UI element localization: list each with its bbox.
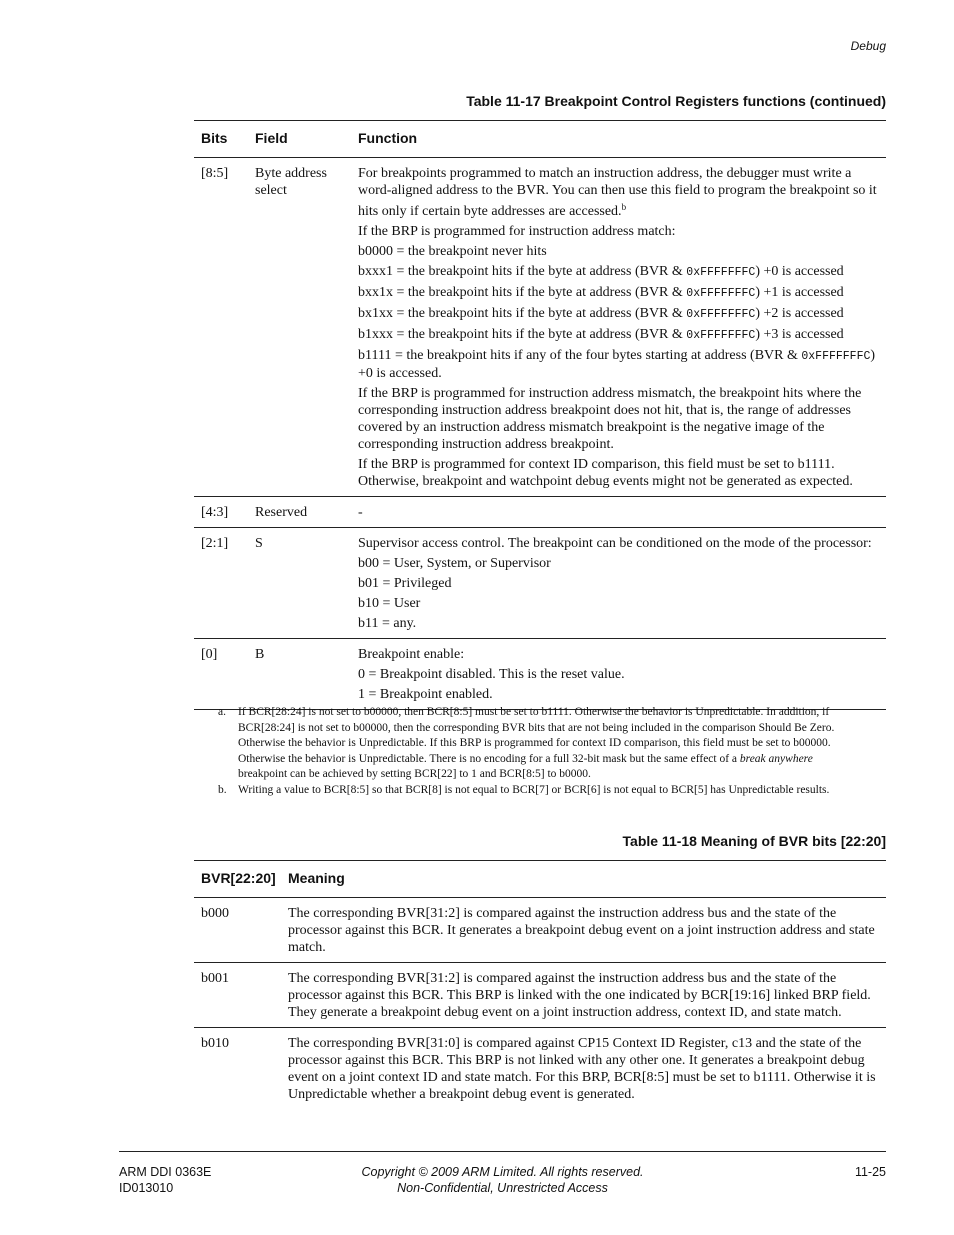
- function-line: [358, 284, 886, 302]
- table-row: [194, 1028, 886, 1110]
- function-line: Supervisor access control. The breakpoint can be conditioned on the mode of the processor:: [358, 536, 872, 551]
- function-text: ) +0 is accessed.: [358, 348, 876, 381]
- field-cell: Reserved: [255, 497, 358, 528]
- footnote-text: Writing a value to BCR[8:5] so that BCR[8] is not equal to BCR[7] or BCR[6] is not equal to BCR[5] has Unpredictable results.: [238, 783, 830, 796]
- function-line: b00 = User, System, or Supervisor: [358, 556, 551, 571]
- function-line: 0 = Breakpoint disabled. This is the reset value.: [358, 667, 625, 682]
- meaning-cell: The corresponding BVR[31:2] is compared against the instruction address bus and the state of the processor against this BCR. It generates a breakpoint debug event on a joint instruction address and state match.: [288, 898, 886, 963]
- function-text: b1111 = the breakpoint hits if any of the four bytes starting at address (BVR &: [358, 348, 802, 363]
- function-text: ) +3 is accessed: [755, 327, 844, 342]
- mask-code: 0xFFFFFFFC: [686, 266, 756, 279]
- table-row: [194, 497, 886, 528]
- bits-cell: [8:5]: [194, 158, 255, 497]
- function-text: bxxx1 = the breakpoint hits if the byte at address (BVR &: [358, 264, 687, 279]
- table-header-row: [194, 861, 886, 898]
- header-meaning: Meaning: [288, 861, 886, 898]
- table-row: [194, 528, 886, 639]
- footnote-b: [218, 783, 860, 799]
- mask-code: 0xFFFFFFFC: [686, 329, 756, 342]
- function-line: If the BRP is programmed for context ID comparison, this field must be set to b1111. Otherwise, breakpoint and watchpoint debug events might not be generated as expected.: [358, 457, 853, 489]
- function-line: b0000 = the breakpoint never hits: [358, 244, 547, 259]
- doc-id: ARM DDI 0363E: [119, 1165, 212, 1179]
- function-text: For breakpoints programmed to match an instruction address, the debugger must write a word-aligned address to the BVR. You can then use this field to program the breakpoint so it hits only if certain byte addresses are accessed.: [358, 166, 877, 219]
- function-text: ) +0 is accessed: [755, 264, 844, 279]
- table-row: [194, 158, 886, 497]
- table-row: [194, 898, 886, 963]
- page-number: 11-25: [854, 1165, 886, 1179]
- header-field: Field: [255, 121, 358, 158]
- issue-id: ID013010: [119, 1181, 174, 1195]
- footnote-ref-b: b: [621, 202, 627, 212]
- function-text: ) +1 is accessed: [755, 285, 844, 300]
- function-line: [358, 305, 886, 323]
- function-cell: [358, 497, 886, 528]
- function-line: b11 = any.: [358, 616, 417, 631]
- function-line: If the BRP is programmed for instruction address match:: [358, 224, 676, 239]
- meaning-cell: The corresponding BVR[31:2] is compared against the instruction address bus and the state of the processor against this BCR. This BRP is linked with the one indicated by BCR[19:16] linked BRP field. They generate a breakpoint debug event on a joint instruction address, context ID, and state match.: [288, 963, 886, 1028]
- function-line: [358, 347, 886, 382]
- footer-legal: [119, 1164, 886, 1196]
- bvr-bits-meaning-table: [194, 860, 886, 1109]
- field-cell: S: [255, 528, 358, 639]
- copyright-text: Copyright © 2009 ARM Limited. All rights reserved.: [361, 1165, 644, 1179]
- code-cell: b000: [194, 898, 288, 963]
- code-cell: b010: [201, 1036, 229, 1051]
- running-header-section: Debug: [850, 39, 886, 53]
- function-line: [358, 326, 886, 344]
- access-text: Non-Confidential, Unrestricted Access: [397, 1181, 608, 1195]
- footnote-label: b.: [218, 783, 227, 796]
- function-line: [358, 263, 886, 281]
- meaning-cell: The corresponding BVR[31:0] is compared against CP15 Context ID Register, c13 and the state of the processor against this BCR. This BRP is not linked with any other one. It generates a breakpoint debug event on a joint context ID and state match. For this BRP, BCR[8:5] must be set to b1111. Otherwise it is Unpredictable whether a breakpoint debug event is generated.: [288, 1036, 876, 1102]
- footnote-text: breakpoint can be achieved by setting BCR[22] to 1 and BCR[8:5] to b0000.: [238, 768, 591, 780]
- function-text: b1xxx = the breakpoint hits if the byte at address (BVR &: [358, 327, 687, 342]
- header-bvr-bits: BVR[22:20]: [194, 861, 288, 898]
- function-text: bxx1x = the breakpoint hits if the byte at address (BVR &: [358, 285, 687, 300]
- function-cell: [358, 528, 886, 639]
- breakpoint-control-registers-table: [194, 120, 886, 710]
- bits-cell: [0]: [194, 639, 255, 710]
- bits-cell: [2:1]: [194, 528, 255, 639]
- mask-code: 0xFFFFFFFC: [686, 308, 756, 321]
- function-cell: [358, 639, 886, 710]
- function-line: b10 = User: [358, 596, 421, 611]
- function-line: 1 = Breakpoint enabled.: [358, 687, 493, 702]
- footnote-label: a.: [218, 706, 226, 718]
- header-function: Function: [358, 121, 886, 158]
- field-cell: B: [255, 639, 358, 710]
- footnote-text: If BCR[28:24] is not set to b00000, then BCR[8:5] must be set to b1111. Otherwise the behavior is Unpredictable. In addition, if BCR[28:24] is not set to b00000, then the corresponding BVR bits that are not being included in the comparison Should Be Zero. Otherwise the behavior is Unpredictable. If this BRP is programmed for context ID comparison, this field must be set to b00000. Otherwise the behavior is Unpredictable. There is no encoding for a full 32-bit mask but the same effect of a: [238, 706, 835, 765]
- code-cell: b001: [194, 963, 288, 1028]
- table-row: [194, 963, 886, 1028]
- function-text: ) +2 is accessed: [755, 306, 844, 321]
- function-line: -: [358, 505, 363, 520]
- table-11-17-caption: Table 11-17 Breakpoint Control Registers functions (continued): [466, 93, 886, 109]
- mask-code: 0xFFFFFFFC: [801, 350, 871, 363]
- bits-cell: [4:3]: [194, 497, 255, 528]
- mask-code: 0xFFFFFFFC: [686, 287, 756, 300]
- function-cell: [358, 158, 886, 497]
- function-line: [358, 165, 886, 220]
- footnote-a: [218, 705, 860, 783]
- table-footnotes: [218, 705, 860, 798]
- table-row: [194, 639, 886, 710]
- function-text: bx1xx = the breakpoint hits if the byte at address (BVR &: [358, 306, 687, 321]
- function-line: If the BRP is programmed for instruction address mismatch, the breakpoint hits where the corresponding instruction address breakpoint does not hit, that is, the range of addresses covered by an instruction address mismatch breakpoint is the negative image of the corresponding instruction address breakpoint.: [358, 386, 862, 452]
- table-header-row: [194, 121, 886, 158]
- function-line: b01 = Privileged: [358, 576, 452, 591]
- footnote-italic-text: break anywhere: [739, 752, 813, 765]
- header-bits: Bits: [194, 121, 255, 158]
- field-cell: Byte address select: [255, 158, 358, 497]
- page-footer: [119, 1151, 886, 1195]
- table-11-18-caption: Table 11-18 Meaning of BVR bits [22:20]: [622, 833, 886, 849]
- function-line: Breakpoint enable:: [358, 647, 465, 662]
